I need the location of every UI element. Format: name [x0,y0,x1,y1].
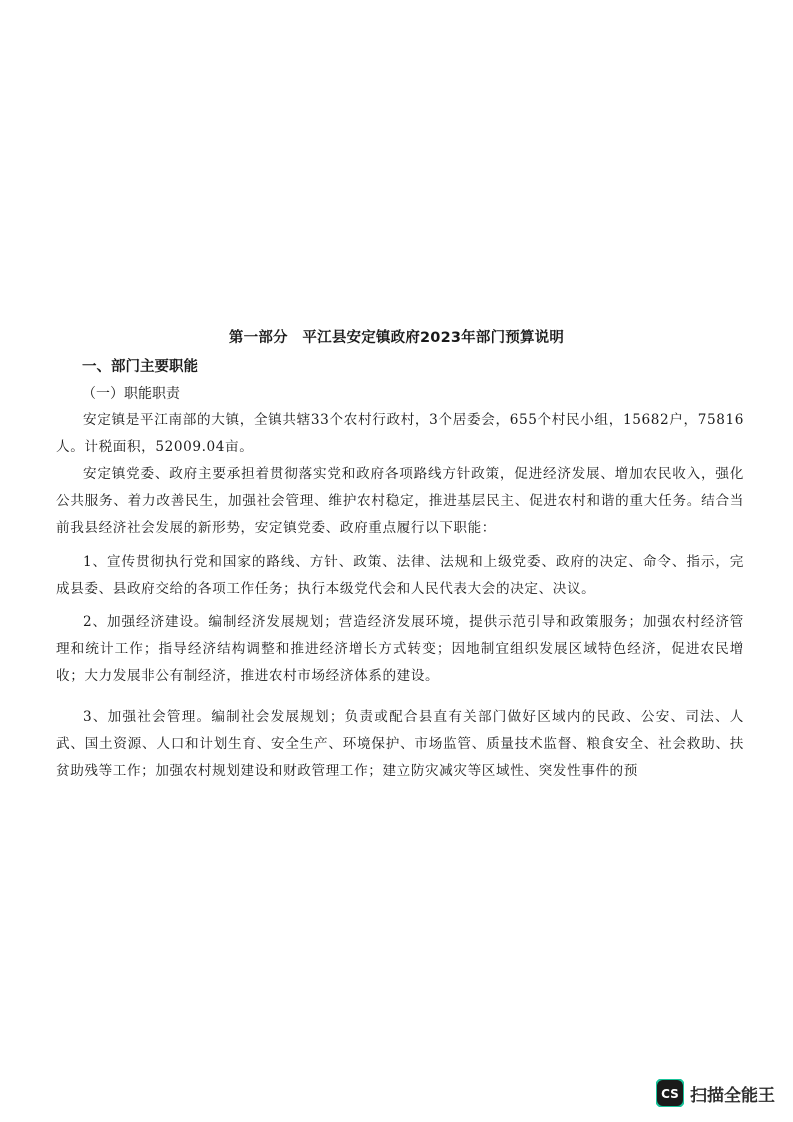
paragraph-duty-3: 3、加强社会管理。编制社会发展规划；负责或配合县直有关部门做好区域内的民政、公安、司法、人武、国土资源、人口和计划生育、安全生产、环境保护、市场监管、质量技术监督、粮食安全、社会救助、扶贫助残等工作；加强农村规划建设和财政管理工作；建立防灾减灾等区域性、突发性事件的预 [56,709,744,779]
document-title: 第一部分 平江县安定镇政府2023年部门预算说明 [228,330,565,346]
logo-text: CS [661,1087,679,1101]
paragraph-overview: 安定镇是平江南部的大镇，全镇共辖33个农村行政村，3个居委会，655个村民小组，15682户，75816人。计税面积，52009.04亩。 [56,412,744,455]
scanner-watermark [656,1078,775,1108]
watermark-label: 扫描全能王 [690,1085,775,1106]
paragraph-duty-1: 1、宣传贯彻执行党和国家的路线、方针、政策、法律、法规和上级党委、政府的决定、命令、指示，完成县委、县政府交给的各项工作任务；执行本级党代会和人民代表大会的决定、决议。 [56,554,744,597]
subsection-heading: （一）职能职责 [82,386,180,402]
paragraph-main-duties: 安定镇党委、政府主要承担着贯彻落实党和政府各项路线方针政策，促进经济发展、增加农民收入，强化公共服务、着力改善民生，加强社会管理、维护农村稳定，推进基层民主、促进农村和谐的重大任务。结合当前我县经济社会发展的新形势，安定镇党委、政府重点履行以下职能： [56,466,744,536]
camscanner-logo-icon [656,1079,684,1107]
section-heading: 一、部门主要职能 [82,359,198,375]
paragraph-duty-2: 2、加强经济建设。编制经济发展规划；营造经济发展环境，提供示范引导和政策服务；加强农村经济管理和统计工作；指导经济结构调整和推进经济增长方式转变；因地制宜组织发展区域特色经济，促进农民增收；大力发展非公有制经济，推进农村市场经济体系的建设。 [56,614,744,684]
